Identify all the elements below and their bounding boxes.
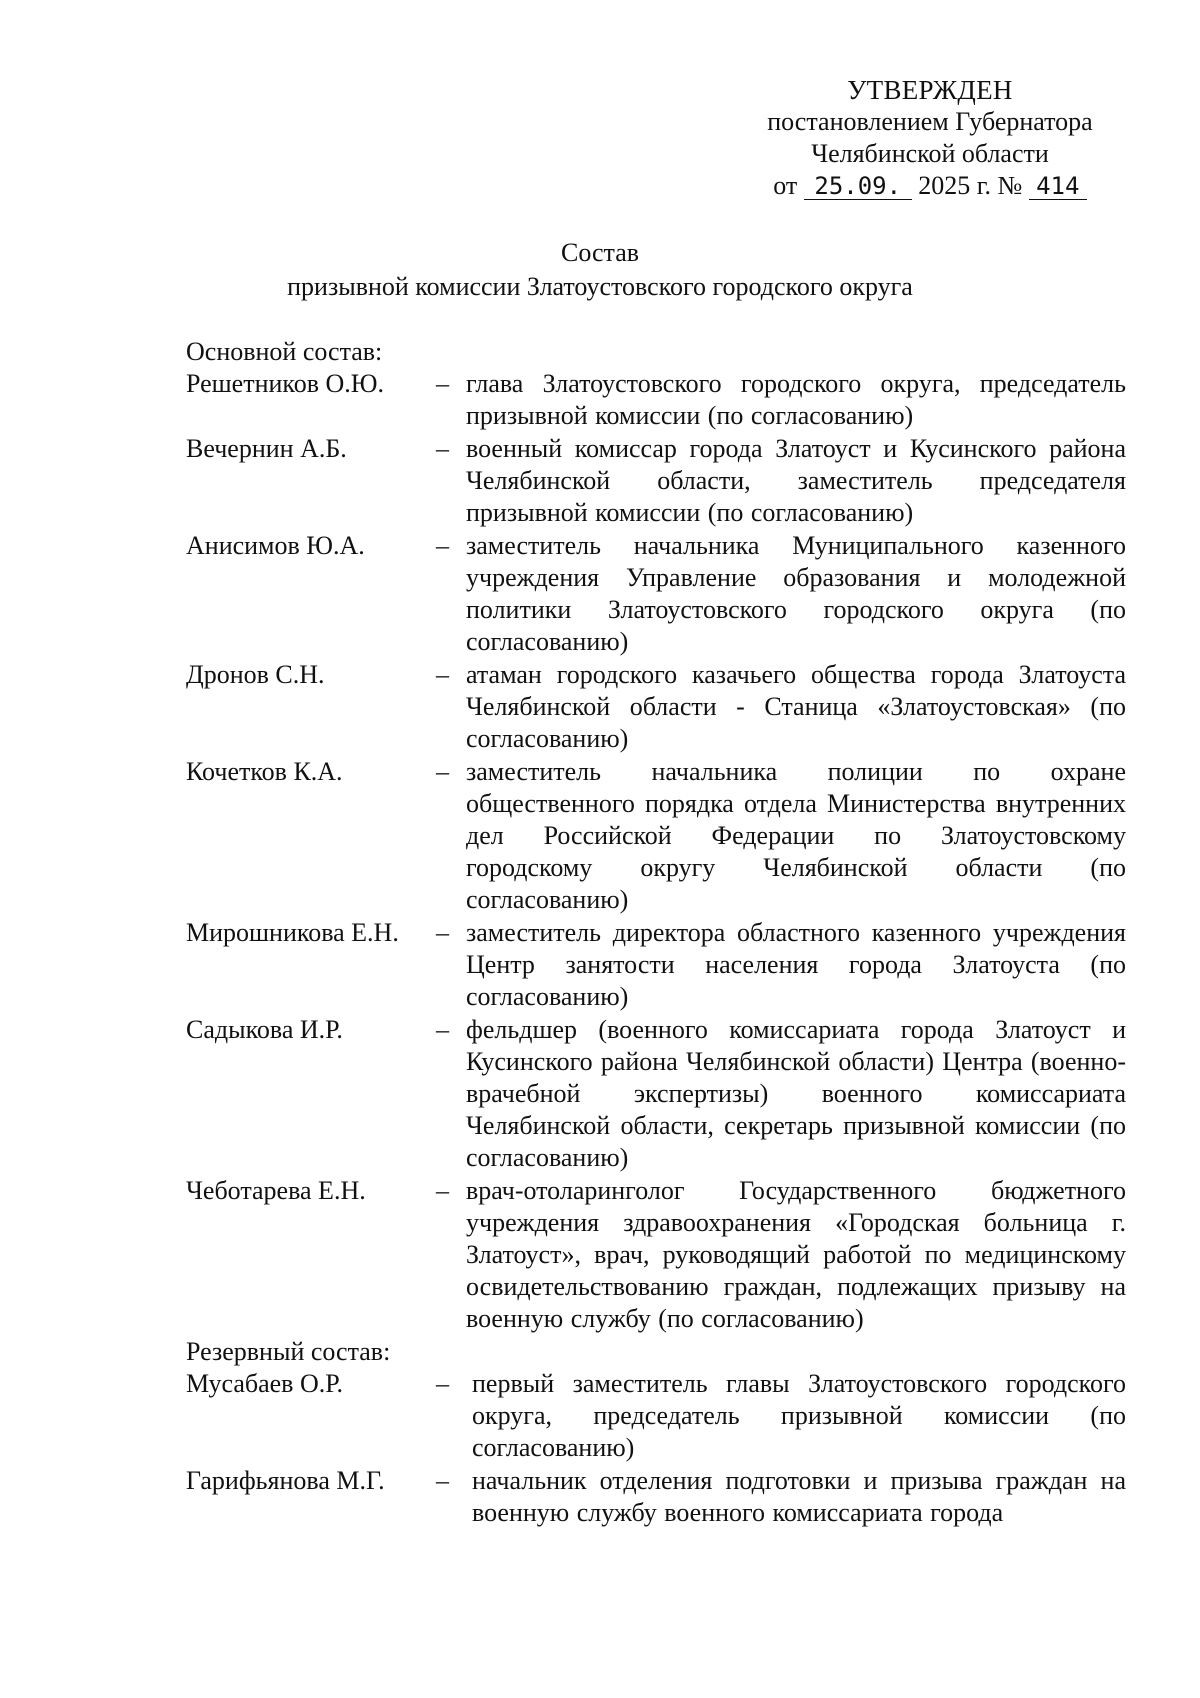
member-row (186, 1465, 1126, 1529)
member-name: Кочетков К.А. (186, 757, 343, 786)
heading-title: Состав (560, 238, 640, 267)
decree-year-number-label: 2025 г. № (918, 171, 1023, 200)
member-role: заместитель директора областного казенного учреждения Центр занятости населения города Златоуста (по согласованию) (466, 918, 1126, 1011)
approval-title: УТВЕРЖДЕН (847, 75, 1013, 105)
member-role: фельдшер (военного комиссариата города Златоуст и Кусинского района Челябинской области) Центра (военно-врачебной экспертизы) военного комиссариата Челябинской области, секретарь призывной комиссии (по согласованию) (466, 1015, 1126, 1172)
member-name: Садыкова И.Р. (186, 1015, 343, 1044)
member-row (186, 433, 1126, 529)
member-role: военный комиссар города Златоуст и Кусинского района Челябинской области, заместитель председателя призывной комиссии (по согласованию) (466, 434, 1126, 527)
member-dash: – (436, 918, 449, 947)
reserve-section-label: Резервный состав: (186, 1337, 391, 1366)
member-dash: – (436, 369, 449, 398)
member-row (186, 659, 1126, 755)
member-dash: – (436, 531, 449, 560)
member-name: Гарифьянова М.Г. (186, 1466, 385, 1495)
member-name: Анисимов Ю.А. (186, 531, 365, 560)
member-name: Вечернин А.Б. (186, 434, 347, 463)
approval-line-1: постановлением Губернатора (767, 107, 1093, 136)
member-row (186, 1368, 1126, 1464)
approval-line-2: Челябинской области (811, 139, 1049, 168)
member-dash: – (436, 1176, 449, 1205)
member-role: атаман городского казачьего общества города Златоуста Челябинской области - Станица «Златоустовская» (по согласованию) (466, 660, 1126, 753)
member-dash: – (436, 434, 449, 463)
member-role: заместитель начальника Муниципального казенного учреждения Управление образования и молодежной политики Златоустовского городского округа (по согласованию) (466, 531, 1126, 656)
member-dash: – (436, 1369, 449, 1398)
main-section-label: Основной состав: (186, 337, 383, 366)
member-row (186, 917, 1126, 1013)
decree-number: 414 (1029, 173, 1087, 200)
approval-stamp (700, 74, 1160, 202)
member-name: Дронов С.Н. (186, 660, 325, 689)
member-row (186, 1014, 1126, 1174)
member-row (186, 756, 1126, 916)
member-role: врач-отоларинголог Государственного бюджетного учреждения здравоохранения «Городская больница г. Златоуст», врач, руководящий работой по медицинскому освидетельствованию граждан, подлежащих призыву на военную службу (по согласованию) (466, 1176, 1126, 1333)
member-name: Мирошникова Е.Н. (186, 918, 399, 947)
member-role: заместитель начальника полиции по охране общественного порядка отдела Министерства внутренних дел Российской Федерации по Златоустовскому городскому округу Челябинской области (по согласованию) (466, 757, 1126, 914)
member-dash: – (436, 1015, 449, 1044)
member-name: Решетников О.Ю. (186, 369, 384, 398)
member-role: первый заместитель главы Златоустовского городского округа, председатель призывной комиссии (по согласованию) (472, 1369, 1126, 1462)
member-name: Мусабаев О.Р. (186, 1369, 343, 1398)
member-row (186, 368, 1126, 432)
member-role: глава Златоустовского городского округа, председатель призывной комиссии (по согласованию) (466, 369, 1126, 430)
member-dash: – (436, 757, 449, 786)
commission-roster (186, 336, 1126, 1530)
member-role: начальник отделения подготовки и призыва граждан на военную службу военного комиссариата города (472, 1466, 1126, 1527)
approval-date-line (773, 170, 1087, 202)
member-dash: – (436, 660, 449, 689)
decree-date: 25.09. (804, 173, 912, 200)
document-heading (0, 236, 1200, 304)
member-row (186, 530, 1126, 658)
member-row (186, 1175, 1126, 1335)
member-dash: – (436, 1466, 449, 1495)
date-prefix: от (773, 171, 798, 200)
heading-subtitle: призывной комиссии Златоустовского городского округа (287, 272, 913, 301)
member-name: Чеботарева Е.Н. (186, 1176, 366, 1205)
